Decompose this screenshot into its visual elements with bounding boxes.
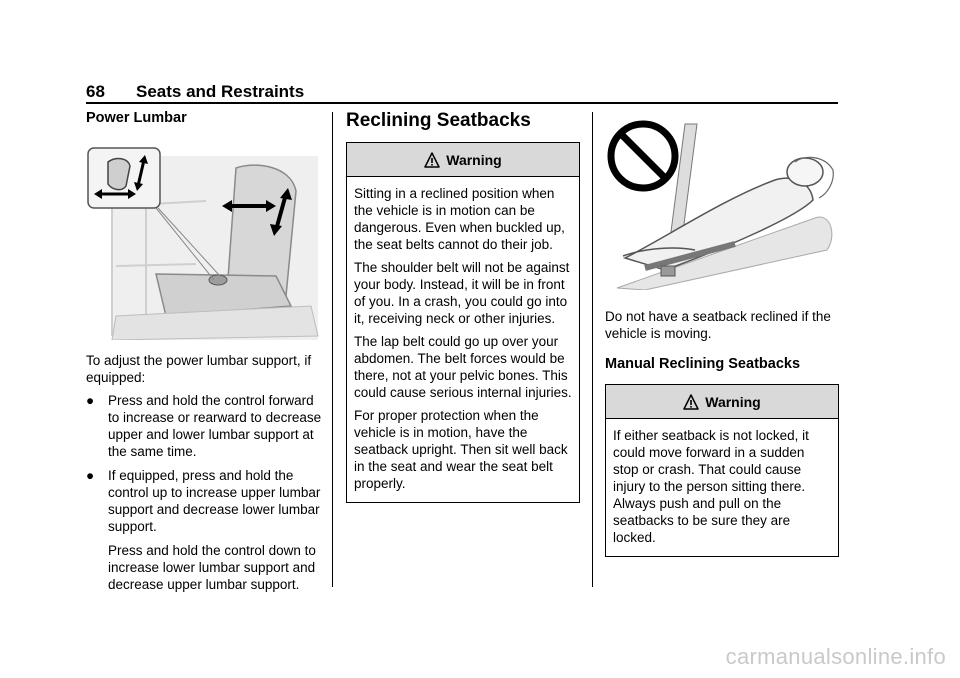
reclined-occupant-illustration [605, 118, 839, 290]
reclining-seatbacks-column [346, 110, 580, 503]
manual-reclining-column [605, 118, 839, 557]
prohibition-icon [611, 124, 675, 188]
warning-triangle-icon [683, 394, 699, 410]
power-lumbar-intro: To adjust the power lumbar support, if equipped: [86, 353, 312, 385]
warning-paragraph: If either seatback is not locked, it could move forward in a sudden stop or crash. That could cause injury to the person sitting there. Always push and pull on the seatbacks to be sure they are locked. [613, 428, 809, 545]
lumbar-bullet-1 [86, 392, 322, 460]
bullet-marker: ● [86, 468, 95, 483]
manual-reclining-heading: Manual Reclining Seatbacks [605, 356, 801, 372]
warning-body [347, 177, 579, 502]
reclining-seatbacks-heading: Reclining Seatbacks [346, 110, 531, 131]
power-lumbar-column [86, 110, 322, 593]
lumbar-bullet-2 [86, 467, 322, 535]
warning-paragraph: Sitting in a reclined position when the vehicle is in motion can be dangerous. Even when buckled up, the seat belts cannot do their job. [354, 186, 565, 252]
column-divider-left [332, 112, 333, 587]
warning-header [606, 385, 838, 419]
warning-triangle-icon [424, 152, 440, 168]
power-lumbar-heading: Power Lumbar [86, 110, 187, 126]
warning-paragraph: The lap belt could go up over your abdomen. The belt forces would be there, not at your pelvic bones. This could cause serious internal injuries. [354, 334, 572, 400]
column-divider-right [592, 112, 593, 587]
bullet-text: If equipped, press and hold the control up to increase upper lumbar support and decrease lower lumbar support. [108, 468, 321, 534]
bullet-marker: ● [86, 393, 95, 408]
bullet-text: Press and hold the control forward to increase or rearward to decrease upper and lower lumbar support at the same time. [108, 393, 322, 459]
warning-paragraph: For proper protection when the vehicle is in motion, have the seatback upright. Then sit well back in the seat and wear the seat belt properly. [354, 408, 568, 491]
page-header [86, 82, 838, 104]
section-title: Seats and Restraints [136, 82, 305, 101]
warning-box [346, 142, 580, 503]
page-number: 68 [86, 82, 105, 101]
reclined-caption: Do not have a seatback reclined if the vehicle is moving. [605, 309, 831, 341]
warning-title: Warning [705, 393, 761, 410]
warning-box [605, 384, 839, 557]
warning-title: Warning [446, 151, 502, 168]
watermark: carmanualsonline.info [725, 644, 946, 669]
lumbar-continuation: Press and hold the control down to increase lower lumbar support and decrease upper lumbar support. [108, 543, 316, 592]
warning-body [606, 419, 838, 556]
warning-header [347, 143, 579, 177]
power-lumbar-illustration [86, 146, 322, 340]
warning-paragraph: The shoulder belt will not be against your body. Instead, it will be in front of you. In a crash, you could go into it, receiving neck or other injuries. [354, 260, 570, 326]
